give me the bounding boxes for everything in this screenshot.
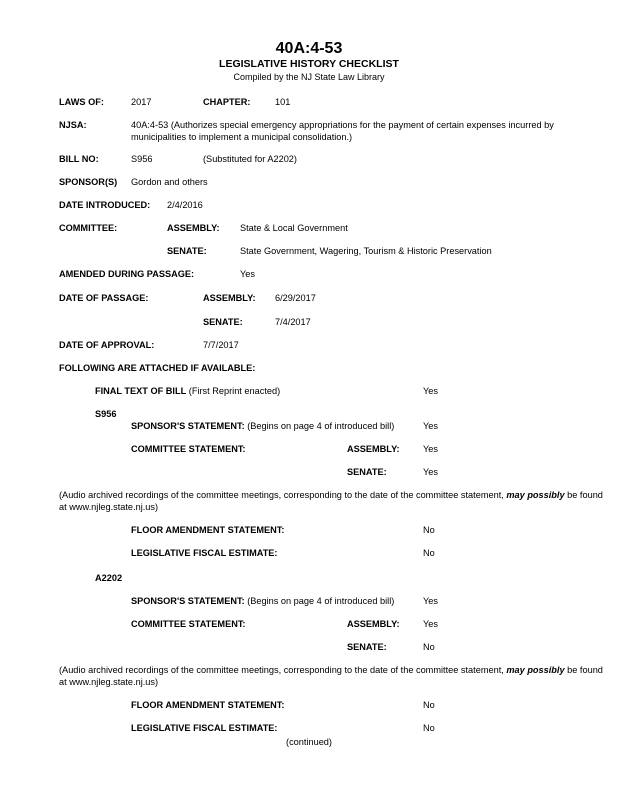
committee-assembly-value: State & Local Government [240, 223, 348, 233]
committee-label: COMMITTEE: [59, 223, 118, 233]
amended-value: Yes [240, 269, 255, 279]
committee-assembly-label: ASSEMBLY: [167, 223, 220, 233]
a2202-assembly-label: ASSEMBLY: [347, 619, 400, 629]
a2202-sponsor-row [131, 595, 394, 607]
a2202-audio-note [59, 664, 607, 688]
s956-sponsor-note: (Begins on page 4 of introduced bill) [247, 421, 395, 431]
attached-heading: FOLLOWING ARE ATTACHED IF AVAILABLE: [59, 363, 256, 373]
s956-sponsor-value: Yes [423, 421, 438, 431]
s956-fiscal-value: No [423, 548, 435, 558]
approval-value: 7/7/2017 [203, 340, 239, 350]
a2202-audio-emphasis: may possibly [506, 665, 565, 675]
s956-sponsor-label: SPONSOR'S STATEMENT: [131, 421, 245, 431]
s956-assembly-label: ASSEMBLY: [347, 444, 400, 454]
a2202-senate-label: SENATE: [347, 642, 387, 652]
passage-assembly-value: 6/29/2017 [275, 293, 316, 303]
s956-fiscal-label: LEGISLATIVE FISCAL ESTIMATE: [131, 548, 278, 558]
s956-heading: S956 [95, 409, 117, 419]
s956-floor-label: FLOOR AMENDMENT STATEMENT: [131, 525, 285, 535]
njsa-text: 40A:4-53 (Authorizes special emergency appropriations for the payment of certain expenses incurred by municipalities to implement a municipal consolidation.) [131, 120, 554, 142]
a2202-fiscal-value: No [423, 723, 435, 733]
bill-value: S956 [131, 154, 153, 164]
s956-senate-value: Yes [423, 467, 438, 477]
njsa-label: NJSA: [59, 120, 87, 130]
bill-substituted: (Substituted for A2202) [203, 154, 297, 164]
s956-audio-note-text: (Audio archived recordings of the committee meetings, corresponding to the date of the committee statement, [59, 490, 504, 500]
laws-value: 2017 [131, 97, 152, 107]
committee-senate-value: State Government, Wagering, Tourism & Historic Preservation [240, 246, 492, 256]
final-text-label: FINAL TEXT OF BILL [95, 386, 187, 396]
a2202-audio-note-link: be found at www.njleg.state.nj.us) [59, 665, 603, 687]
s956-audio-note [59, 489, 607, 513]
amended-label: AMENDED DURING PASSAGE: [59, 269, 195, 279]
document-subtitle: LEGISLATIVE HISTORY CHECKLIST [219, 58, 399, 70]
passage-senate-value: 7/4/2017 [275, 317, 311, 327]
committee-senate-label: SENATE: [167, 246, 207, 256]
a2202-floor-value: No [423, 700, 435, 710]
chapter-value: 101 [275, 97, 291, 107]
passage-label: DATE OF PASSAGE: [59, 293, 149, 303]
continued-note: (continued) [286, 737, 332, 747]
a2202-heading: A2202 [95, 573, 123, 583]
a2202-audio-note-text: (Audio archived recordings of the committee meetings, corresponding to the date of the committee statement, [59, 665, 504, 675]
a2202-fiscal-label: LEGISLATIVE FISCAL ESTIMATE: [131, 723, 278, 733]
a2202-committee-label: COMMITTEE STATEMENT: [131, 619, 246, 629]
a2202-floor-label: FLOOR AMENDMENT STATEMENT: [131, 700, 285, 710]
sponsor-value: Gordon and others [131, 177, 208, 187]
s956-floor-value: No [423, 525, 435, 535]
final-text-row [95, 385, 280, 397]
final-text-note: (First Reprint enacted) [188, 386, 281, 396]
passage-senate-label: SENATE: [203, 317, 243, 327]
bill-label: BILL NO: [59, 154, 99, 164]
a2202-sponsor-note: (Begins on page 4 of introduced bill) [247, 596, 395, 606]
s956-senate-label: SENATE: [347, 467, 387, 477]
chapter-label: CHAPTER: [203, 97, 251, 107]
a2202-assembly-value: Yes [423, 619, 438, 629]
final-text-value: Yes [423, 386, 438, 396]
document-title: 40A:4-53 [275, 40, 343, 57]
approval-label: DATE OF APPROVAL: [59, 340, 155, 350]
s956-audio-note-link: be found at www.njleg.state.nj.us) [59, 490, 603, 512]
passage-assembly-label: ASSEMBLY: [203, 293, 256, 303]
laws-label: LAWS OF: [59, 97, 104, 107]
s956-committee-label: COMMITTEE STATEMENT: [131, 444, 246, 454]
s956-sponsor-row [131, 420, 394, 432]
a2202-senate-value: No [423, 642, 435, 652]
sponsor-label: SPONSOR(S) [59, 177, 118, 187]
a2202-sponsor-label: SPONSOR'S STATEMENT: [131, 596, 245, 606]
compiled-by: Compiled by the NJ State Law Library [233, 72, 385, 82]
s956-assembly-value: Yes [423, 444, 438, 454]
introduced-label: DATE INTRODUCED: [59, 200, 151, 210]
a2202-sponsor-value: Yes [423, 596, 438, 606]
introduced-value: 2/4/2016 [167, 200, 203, 210]
s956-audio-emphasis: may possibly [506, 490, 565, 500]
